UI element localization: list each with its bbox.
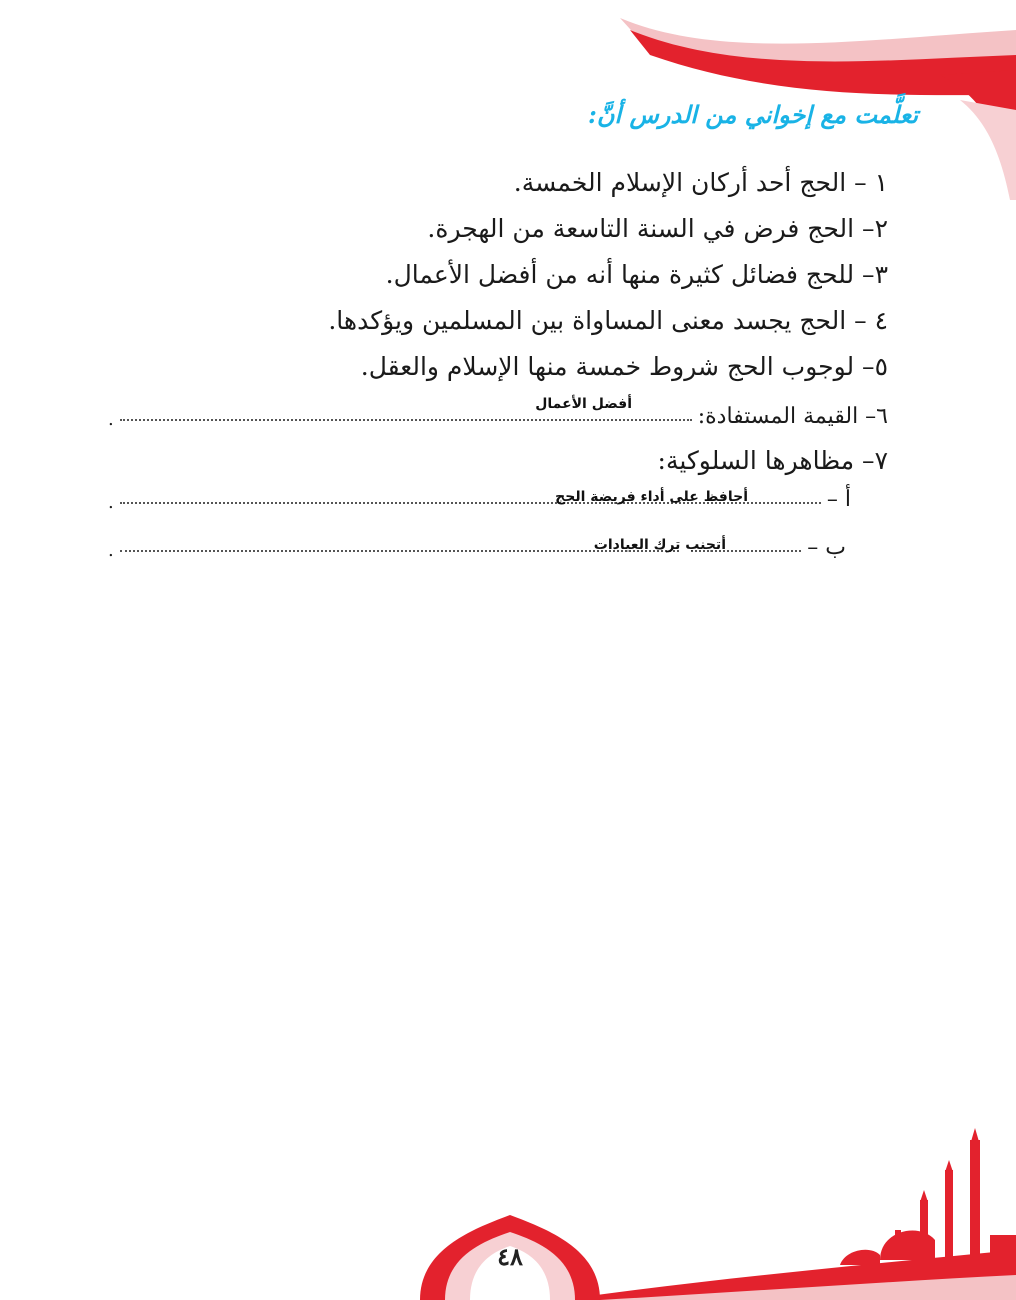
manifestations-label: ٧– مظاهرها السلوكية: (657, 446, 888, 475)
manifestation-a-answer: أحافظ على أداء فريضة الحج (555, 489, 748, 505)
manifestation-b-answer: أتجنب ترك العبادات (593, 537, 726, 553)
value-answer-line[interactable] (120, 418, 692, 421)
learning-point: ٢– الحج فرض في السنة التاسعة من الهجرة. (427, 214, 888, 243)
full-stop: . (108, 540, 114, 561)
value-answer-text: أفضل الأعمال (535, 396, 632, 412)
learning-point: ٣– للحج فضائل كثيرة منها أنه من أفضل الأعمال. (385, 260, 888, 289)
manifestation-b-row (108, 530, 846, 560)
learning-point: ٤ – الحج يجسد معنى المساواة بين المسلمين ويؤكدها. (328, 306, 888, 335)
learning-points-list (88, 160, 888, 390)
page-number: ٤٨ (497, 1242, 523, 1271)
full-stop: . (108, 492, 114, 513)
full-stop: . (108, 409, 114, 430)
learning-point: ١ – الحج أحد أركان الإسلام الخمسة. (513, 168, 888, 197)
lesson-summary-heading: تعلَّمت مع إخواني من الدرس أنَّ: (587, 100, 918, 129)
value-question-row (108, 395, 888, 429)
manifestation-b-label: ب – (807, 535, 846, 560)
value-question-label: ٦– القيمة المستفادة: (697, 404, 888, 429)
manifestation-a-label: أ – (826, 487, 851, 512)
learning-point: ٥– لوجوب الحج شروط خمسة منها الإسلام والعقل. (360, 352, 888, 381)
